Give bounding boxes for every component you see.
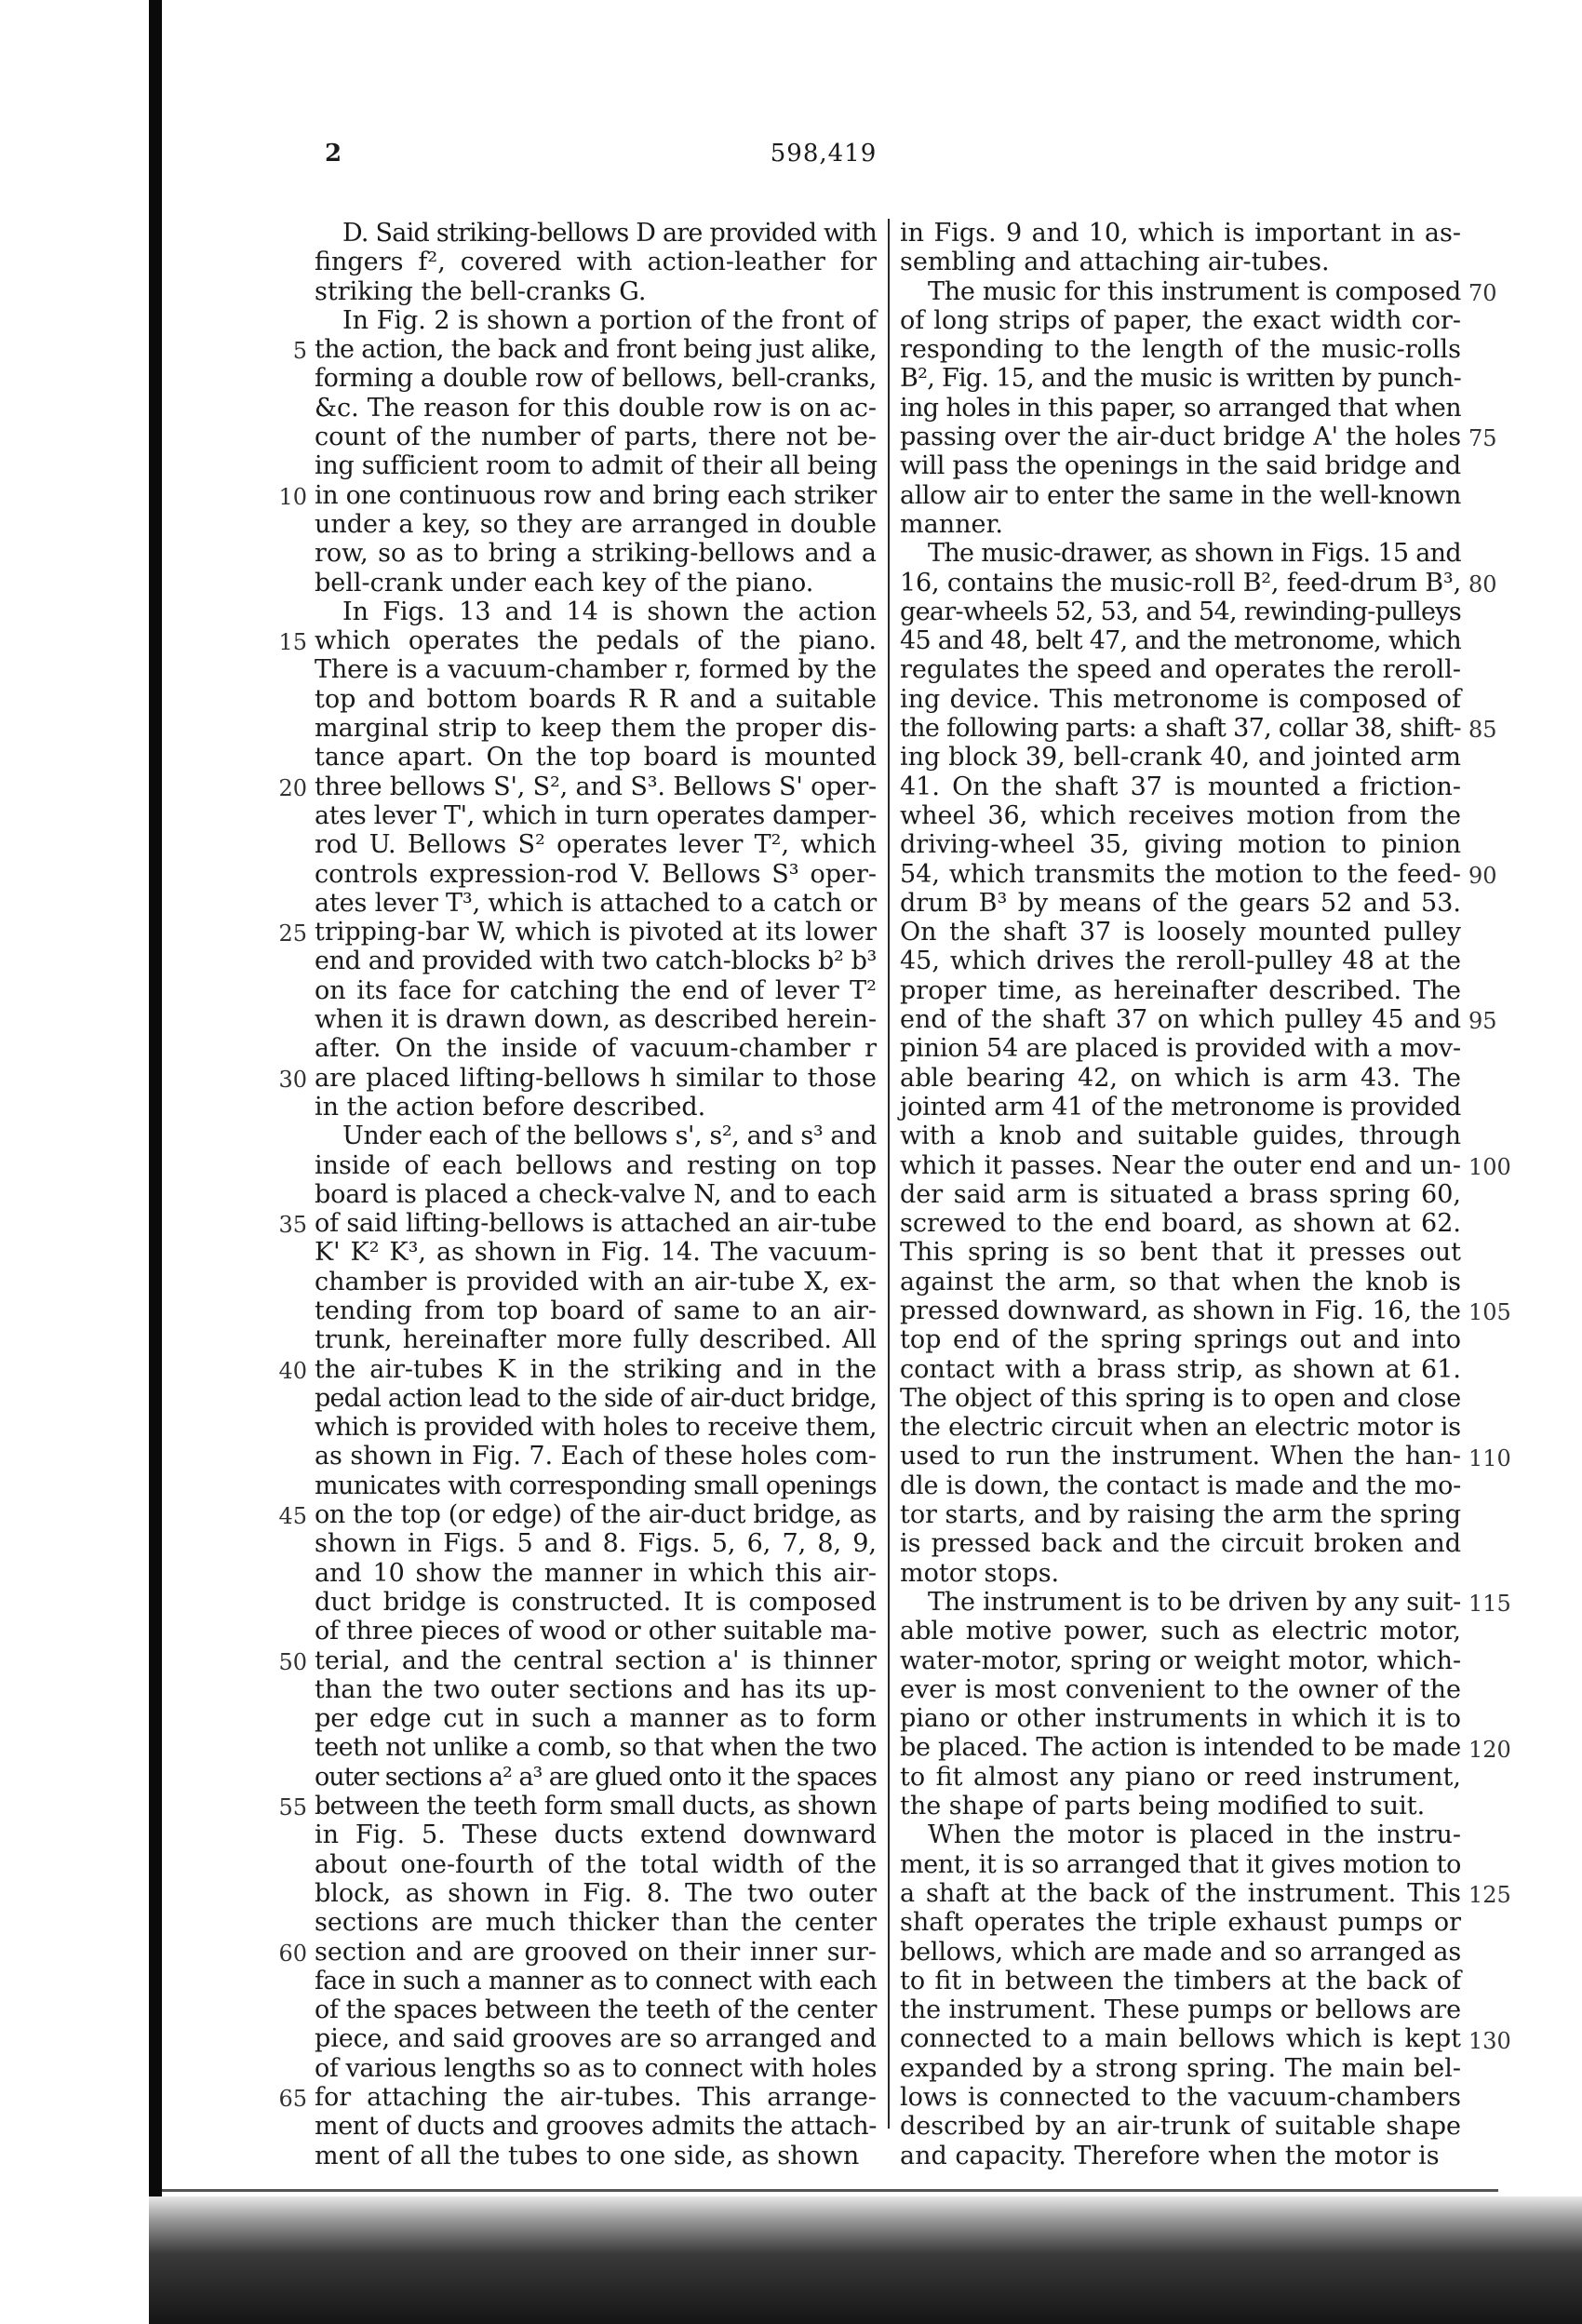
text-line: In Figs. 13 and 14 is shown the action	[342, 597, 877, 626]
text-line: top end of the spring springs out and into	[900, 1325, 1461, 1355]
text-line: &c. The reason for this double row is on ac-	[315, 393, 877, 423]
text-line: gear-wheels 52, 53, and 54, rewinding-pulleys	[900, 597, 1461, 626]
text-line: with a knob and suitable guides, through	[900, 1122, 1461, 1151]
text-line: There is a vacuum-chamber r, formed by the	[315, 655, 877, 685]
right-text-column	[900, 219, 1461, 2170]
text-line: piece, and said grooves are so arranged and	[315, 2024, 877, 2054]
text-line: When the motor is placed in the instru-	[928, 1820, 1461, 1850]
text-line: the air-tubes K in the striking and in the	[315, 1354, 877, 1384]
text-line: the electric circuit when an electric motor is	[900, 1413, 1461, 1443]
text-line: regulates the speed and operates the reroll-	[900, 655, 1462, 685]
text-line: drum B³ by means of the gears 52 and 53.	[900, 888, 1461, 918]
text-line: of the spaces between the teeth of the center	[315, 1995, 878, 2025]
text-line: proper time, as hereinafter described. The	[900, 975, 1461, 1005]
text-line: pinion 54 are placed is provided with a mov-	[900, 1034, 1461, 1064]
line-number-marker: 130	[1468, 2027, 1511, 2054]
line-number-marker: 115	[1468, 1591, 1511, 1618]
text-line: is pressed back and the circuit broken and	[900, 1529, 1461, 1559]
text-line: in one continuous row and bring each striker	[315, 480, 877, 510]
text-line: outer sections a² a³ are glued onto it the spaces	[315, 1762, 877, 1792]
text-line: will pass the openings in the said bridge and	[900, 451, 1461, 481]
text-line: in Figs. 9 and 10, which is important in as-	[900, 219, 1461, 248]
left-text-column	[315, 219, 877, 2170]
text-line: This spring is so bent that it presses out	[900, 1238, 1461, 1268]
text-line: forming a double row of bellows, bell-cranks,	[315, 364, 878, 394]
text-line: board is placed a check-valve N, and to each	[315, 1179, 877, 1209]
text-line: against the arm, so that when the knob is	[900, 1267, 1461, 1296]
text-line: ing holes in this paper, so arranged that when	[900, 393, 1461, 423]
text-line: manner.	[900, 509, 1003, 539]
line-number-marker: 65	[278, 2086, 307, 2113]
text-line: three bellows S', S², and S³. Bellows S' oper-	[315, 772, 877, 801]
scan-bottom-rule	[162, 2189, 1498, 2192]
text-line: the instrument. These pumps or bellows are	[900, 1995, 1461, 2025]
text-line: B², Fig. 15, and the music is written by punch-	[900, 364, 1461, 394]
text-line: to fit in between the timbers at the back of	[900, 1966, 1461, 1995]
text-line: D. Said striking-bellows D are provided with	[342, 219, 877, 248]
text-line: which operates the pedals of the piano.	[315, 626, 877, 656]
text-line: the shape of parts being modified to suit.	[900, 1792, 1426, 1821]
text-line: passing over the air-duct bridge A' the holes	[900, 423, 1461, 452]
text-line: in the action before described.	[315, 1092, 706, 1122]
text-line: ates lever T', which in turn operates damper-	[315, 800, 878, 830]
text-line: used to run the instrument. When the han-	[900, 1442, 1461, 1471]
text-line: on its face for catching the end of lever T²	[315, 975, 877, 1005]
text-line: pedal action lead to the side of air-duct bridge,	[315, 1383, 877, 1413]
line-number-marker: 30	[278, 1066, 307, 1093]
text-line: ment, it is so arranged that it gives motion to	[900, 1849, 1461, 1879]
text-line: expanded by a strong spring. The main bel-	[900, 2053, 1461, 2083]
text-line: The music-drawer, as shown in Figs. 15 and	[928, 539, 1461, 569]
text-line: responding to the length of the music-rolls	[900, 335, 1461, 365]
line-number-marker: 110	[1468, 1444, 1511, 1471]
text-line: of long strips of paper, the exact width cor-	[900, 305, 1461, 335]
text-line: sembling and attaching air-tubes.	[900, 248, 1330, 277]
text-line: motor stops.	[900, 1558, 1060, 1588]
text-line: K' K² K³, as shown in Fig. 14. The vacuum-	[315, 1238, 877, 1268]
text-line: between the teeth form small ducts, as shown	[315, 1792, 877, 1821]
text-line: sections are much thicker than the center	[315, 1908, 877, 1938]
line-number-marker: 90	[1468, 862, 1497, 889]
text-line: ates lever T³, which is attached to a catch or	[315, 888, 877, 918]
text-line: bell-crank under each key of the piano.	[315, 568, 814, 598]
text-line: 16, contains the music-roll B², feed-drum B³,	[900, 568, 1461, 598]
line-number-marker: 40	[278, 1357, 307, 1384]
text-line: teeth not unlike a comb, so that when the two	[315, 1733, 877, 1763]
text-line: In Fig. 2 is shown a portion of the front of	[342, 305, 877, 335]
text-line: described by an air-trunk of suitable shape	[900, 2112, 1461, 2142]
text-line: the action, the back and front being just alike,	[315, 335, 877, 365]
text-line: of various lengths so as to connect with holes	[315, 2053, 877, 2083]
text-line: shown in Figs. 5 and 8. Figs. 5, 6, 7, 8, 9,	[315, 1529, 877, 1559]
line-number-marker: 45	[278, 1503, 307, 1530]
patent-number: 598,419	[770, 140, 878, 168]
text-line: under a key, so they are arranged in double	[315, 509, 877, 539]
line-number-marker: 25	[278, 920, 307, 947]
line-number-marker: 85	[1468, 717, 1497, 744]
text-line: inside of each bellows and resting on top	[315, 1150, 877, 1180]
text-line: as shown in Fig. 7. Each of these holes com-	[315, 1442, 877, 1471]
text-line: jointed arm 41 of the metronome is provided	[900, 1092, 1461, 1122]
text-line: On the shaft 37 is loosely mounted pulley	[900, 918, 1461, 947]
text-line: are placed lifting-bellows h similar to those	[315, 1063, 877, 1093]
text-line: and capacity. Therefore when the motor is	[900, 2141, 1440, 2170]
text-line: which is provided with holes to receive them,	[315, 1413, 877, 1443]
text-line: municates with corresponding small openings	[315, 1471, 877, 1500]
text-line: lows is connected to the vacuum-chambers	[900, 2083, 1461, 2112]
text-line: block, as shown in Fig. 8. The two outer	[315, 1878, 877, 1908]
text-line: a shaft at the back of the instrument. This	[900, 1878, 1461, 1908]
text-line: row, so as to bring a striking-bellows and a	[315, 539, 877, 569]
text-line: ment of all the tubes to one side, as shown	[315, 2141, 860, 2170]
text-line: top and bottom boards R R and a suitable	[315, 684, 877, 714]
text-line: terial, and the central section a' is thinner	[315, 1646, 877, 1675]
line-number-marker: 55	[278, 1794, 307, 1821]
line-number-marker: 50	[278, 1648, 307, 1675]
text-line: and 10 show the manner in which this air-	[315, 1558, 877, 1588]
text-line: about one-fourth of the total width of the	[315, 1849, 877, 1879]
text-line: allow air to enter the same in the well-known	[900, 480, 1461, 510]
scan-left-edge	[149, 0, 162, 2324]
text-line: rod U. Bellows S² operates lever T², which	[315, 830, 877, 860]
line-number-marker: 70	[1468, 279, 1497, 306]
line-number-marker: 95	[1468, 1008, 1497, 1035]
text-line: duct bridge is constructed. It is composed	[315, 1587, 877, 1617]
text-line: The music for this instrument is composed	[928, 276, 1461, 306]
text-line: section and are grooved on their inner sur-	[315, 1937, 877, 1967]
line-number-marker: 100	[1468, 1153, 1511, 1180]
text-line: ing sufficient room to admit of their all being	[315, 451, 878, 481]
text-line: connected to a main bellows which is kept	[900, 2024, 1461, 2054]
text-line: able bearing 42, on which is arm 43. The	[900, 1063, 1461, 1093]
line-number-marker: 15	[278, 629, 307, 656]
text-line: able motive power, such as electric motor,	[900, 1617, 1461, 1646]
text-line: tending from top board of same to an air-	[315, 1296, 877, 1325]
text-line: 45, which drives the reroll-pulley 48 at the	[900, 947, 1461, 976]
text-line: ing block 39, bell-crank 40, and jointed arm	[900, 743, 1461, 772]
text-line: controls expression-rod V. Bellows S³ oper-	[315, 859, 877, 889]
line-number-marker: 125	[1468, 1882, 1511, 1909]
text-line: Under each of the bellows s', s², and s³ and	[342, 1122, 877, 1151]
text-line: pressed downward, as shown in Fig. 16, the	[900, 1296, 1461, 1325]
text-line: the following parts: a shaft 37, collar 38, shift-	[900, 714, 1461, 744]
line-number-marker: 20	[278, 774, 307, 801]
text-line: ing device. This metronome is composed of	[900, 684, 1461, 714]
text-line: than the two outer sections and has its up-	[315, 1674, 877, 1704]
text-line: chamber is provided with an air-tube X, ex-	[315, 1267, 877, 1296]
text-line: when it is drawn down, as described herein-	[315, 1005, 877, 1035]
text-line: end and provided with two catch-blocks b² b³	[315, 947, 877, 976]
line-number-marker: 75	[1468, 425, 1497, 452]
text-line: wheel 36, which receives motion from the	[900, 800, 1461, 830]
text-line: bellows, which are made and so arranged as	[900, 1937, 1461, 1967]
text-line: in Fig. 5. These ducts extend downward	[315, 1820, 877, 1850]
text-line: The object of this spring is to open and close	[900, 1383, 1461, 1413]
text-line: striking the bell-cranks G.	[315, 276, 647, 306]
text-line: for attaching the air-tubes. This arrange-	[315, 2083, 877, 2112]
text-line: face in such a manner as to connect with each	[315, 1966, 877, 1995]
text-line: be placed. The action is intended to be made	[900, 1733, 1461, 1763]
line-number-marker: 60	[278, 1940, 307, 1967]
line-number-marker: 10	[278, 483, 307, 510]
text-line: dle is down, the contact is made and the mo-	[900, 1471, 1461, 1500]
line-number-marker: 120	[1468, 1736, 1511, 1763]
text-line: water-motor, spring or weight motor, which-	[900, 1646, 1461, 1675]
text-line: shaft operates the triple exhaust pumps or	[900, 1908, 1461, 1938]
text-line: of said lifting-bellows is attached an air-tube	[315, 1209, 877, 1239]
text-line: count of the number of parts, there not be-	[315, 423, 877, 452]
text-line: on the top (or edge) of the air-duct bridge, as	[315, 1500, 877, 1530]
text-line: which it passes. Near the outer end and un-	[900, 1150, 1461, 1180]
text-line: end of the shaft 37 on which pulley 45 and	[900, 1005, 1461, 1035]
text-line: fingers f², covered with action-leather for	[315, 248, 877, 277]
text-line: ment of ducts and grooves admits the attach-	[315, 2112, 877, 2142]
text-line: ever is most convenient to the owner of the	[900, 1674, 1461, 1704]
text-line: contact with a brass strip, as shown at 61.	[900, 1354, 1461, 1384]
column-divider	[888, 219, 890, 2129]
page-number: 2	[325, 140, 342, 168]
text-line: marginal strip to keep them the proper dis-	[315, 714, 877, 744]
text-line: The instrument is to be driven by any suit-	[928, 1587, 1461, 1617]
line-number-marker: 80	[1468, 571, 1497, 598]
text-line: tor starts, and by raising the arm the spring	[900, 1500, 1461, 1530]
text-line: per edge cut in such a manner as to form	[315, 1704, 877, 1734]
text-line: 45 and 48, belt 47, and the metronome, which	[900, 626, 1461, 656]
line-number-marker: 35	[278, 1212, 307, 1239]
text-line: piano or other instruments in which it is to	[900, 1704, 1461, 1734]
text-line: driving-wheel 35, giving motion to pinion	[900, 830, 1461, 860]
line-number-marker: 105	[1468, 1299, 1511, 1326]
text-line: tripping-bar W, which is pivoted at its lower	[315, 918, 877, 947]
line-number-marker: 5	[292, 338, 307, 365]
text-line: after. On the inside of vacuum-chamber r	[315, 1034, 877, 1064]
text-line: of three pieces of wood or other suitable ma-	[315, 1617, 877, 1646]
text-line: screwed to the end board, as shown at 62.	[900, 1209, 1461, 1239]
text-line: tance apart. On the top board is mounted	[315, 743, 877, 772]
text-line: trunk, hereinafter more fully described. All	[315, 1325, 877, 1355]
text-line: 54, which transmits the motion to the feed-	[900, 859, 1461, 889]
text-line: 41. On the shaft 37 is mounted a friction-	[900, 772, 1461, 801]
scan-bottom-edge	[149, 2196, 1582, 2324]
text-line: to fit almost any piano or reed instrument,	[900, 1762, 1461, 1792]
text-line: der said arm is situated a brass spring 60,	[900, 1179, 1461, 1209]
